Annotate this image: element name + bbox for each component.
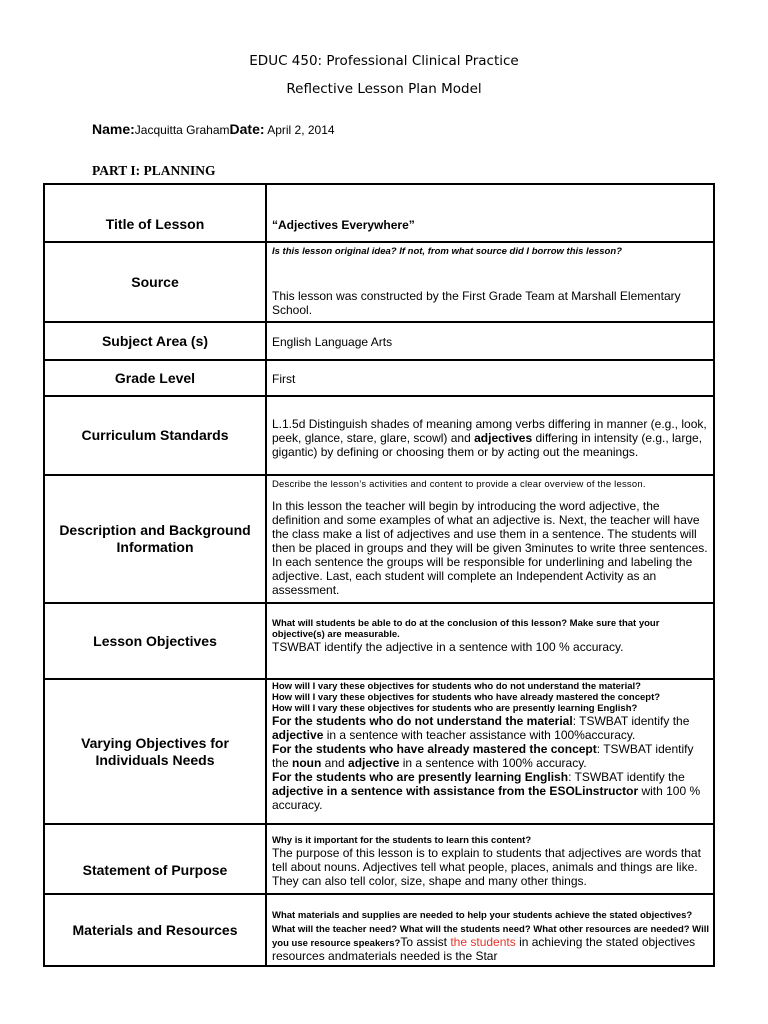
standards-keyword: adjectives — [474, 431, 533, 445]
row-label-title: Title of Lesson — [44, 184, 266, 242]
date-label: Date: — [229, 121, 265, 137]
varying-item-3-keyword: adjective in a sentence with assistance from the ESOLinstructor — [272, 784, 639, 798]
varying-item-2-text-2: and — [321, 756, 349, 770]
varying-item-3 — [272, 770, 709, 812]
varying-item-1-text-2: in a sentence with teacher assistance with 100%accuracy. — [323, 728, 636, 742]
date-value: April 2, 2014 — [264, 123, 335, 137]
varying-item-2-keyword: noun — [292, 756, 322, 770]
part-heading: PART I: PLANNING — [92, 163, 216, 178]
varying-item-2 — [272, 742, 709, 770]
row-label-materials: Materials and Resources — [44, 894, 266, 966]
row-label-grade: Grade Level — [44, 360, 266, 396]
purpose-prompt: Why is it important for the students to learn this content? — [272, 835, 532, 846]
table-row — [44, 396, 714, 475]
varying-prompt-3: How will I vary these objectives for students who are presently learning English? — [272, 703, 638, 714]
row-label-description: Description and Background Information — [44, 475, 266, 603]
document-subtitle: Reflective Lesson Plan Model — [286, 81, 482, 97]
table-row — [44, 475, 714, 603]
row-value-varying — [266, 679, 714, 824]
varying-item-3-text: : TSWBAT identify the — [568, 770, 685, 784]
row-value-grade: First — [266, 360, 714, 396]
table-row — [44, 184, 714, 242]
varying-item-1 — [272, 714, 709, 742]
standards-text-2: differing in intensity (e.g., large, gigantic) by defining or choosing them or by acting out the meanings. — [272, 431, 703, 459]
varying-item-2-lead: For the students who have already mastered the concept — [272, 742, 597, 756]
row-label-subject: Subject Area (s) — [44, 322, 266, 360]
lesson-title: “Adjectives Everywhere” — [272, 218, 415, 232]
row-value-source — [266, 242, 714, 322]
table-row — [44, 322, 714, 360]
varying-prompt-1: How will I vary these objectives for students who do not understand the material? — [272, 681, 641, 692]
table-row — [44, 679, 714, 824]
table-row — [44, 824, 714, 894]
table-row — [44, 360, 714, 396]
lesson-plan-table — [43, 183, 715, 967]
row-value-objectives — [266, 603, 714, 679]
description-text: In this lesson the teacher will begin by introducing the word adjective, the definition and some examples of what an adjective is. Next, the teacher will have the class make a list of adjectives and use them in a sentence. The students will then be placed in groups and they will be given 3minutes to write three sentences. In each sentence the groups will be responsible for underlining and labeling the adjective. Last, each student will complete an Independent Activity as an assessment. — [272, 499, 708, 597]
row-value-materials — [266, 894, 714, 966]
standards-text: L.1.5d Distinguish shades of meaning among verbs differing in manner (e.g., look, peek, glance, stare, glare, scowl) and — [272, 417, 707, 445]
objectives-prompt: What will students be able to do at the conclusion of this lesson? Make sure that your objective(s) are measurable. — [272, 618, 660, 640]
table-row — [44, 603, 714, 679]
materials-text-2: in achieving the stated objectives resources andmaterials needed is the Star — [272, 935, 696, 963]
row-label-standards: Curriculum Standards — [44, 396, 266, 475]
row-label-objectives: Lesson Objectives — [44, 603, 266, 679]
row-value-subject: English Language Arts — [266, 322, 714, 360]
materials-highlight: the students — [450, 935, 516, 949]
varying-item-3-text-2: with 100 % accuracy. — [272, 784, 701, 812]
row-value-purpose — [266, 824, 714, 894]
document-title: EDUC 450: Professional Clinical Practice — [249, 53, 519, 69]
varying-prompt-2: How will I vary these objectives for students who have already mastered the concept? — [272, 692, 661, 703]
row-label-purpose: Statement of Purpose — [44, 824, 266, 894]
row-label-varying: Varying Objectives for Individuals Needs — [44, 679, 266, 824]
varying-item-1-keyword: adjective — [272, 728, 324, 742]
row-label-source: Source — [44, 242, 266, 322]
table-row — [44, 894, 714, 966]
description-prompt: Describe the lesson’s activities and content to provide a clear overview of the lesson. — [272, 479, 646, 490]
materials-text: To assist — [400, 935, 451, 949]
source-text: This lesson was constructed by the First Grade Team at Marshall Elementary School. — [272, 289, 681, 317]
varying-item-2-keyword-2: adjective — [348, 756, 400, 770]
purpose-text: The purpose of this lesson is to explain to students that adjectives are words that tell about nouns. Adjectives tell what people, places, animals and things are like. They can also tell color, size, shape and many other things. — [272, 846, 701, 888]
varying-item-2-text-3: in a sentence with 100% accuracy. — [399, 756, 587, 770]
source-prompt: Is this lesson original idea? If not, from what source did I borrow this lesson? — [272, 246, 622, 257]
varying-item-3-lead: For the students who are presently learning English — [272, 770, 569, 784]
row-value-description — [266, 475, 714, 603]
name-date-line — [92, 121, 335, 137]
materials-prompt: What materials and supplies are needed to help your students achieve the stated objectives? What will the teacher need? What will the students need? What other resources are needed? Will you use resource speakers? — [272, 910, 709, 949]
objectives-text: TSWBAT identify the adjective in a sentence with 100 % accuracy. — [272, 640, 624, 654]
row-value-title — [266, 184, 714, 242]
varying-item-1-text: : TSWBAT identify the — [572, 714, 690, 728]
varying-item-2-text: : TSWBAT identify the — [272, 742, 694, 770]
varying-item-1-lead: For the students who do not understand the material — [272, 714, 573, 728]
name-label: Name: — [92, 121, 135, 137]
table-row — [44, 242, 714, 322]
name-value: Jacquitta Graham — [134, 123, 230, 137]
row-value-standards — [266, 396, 714, 475]
